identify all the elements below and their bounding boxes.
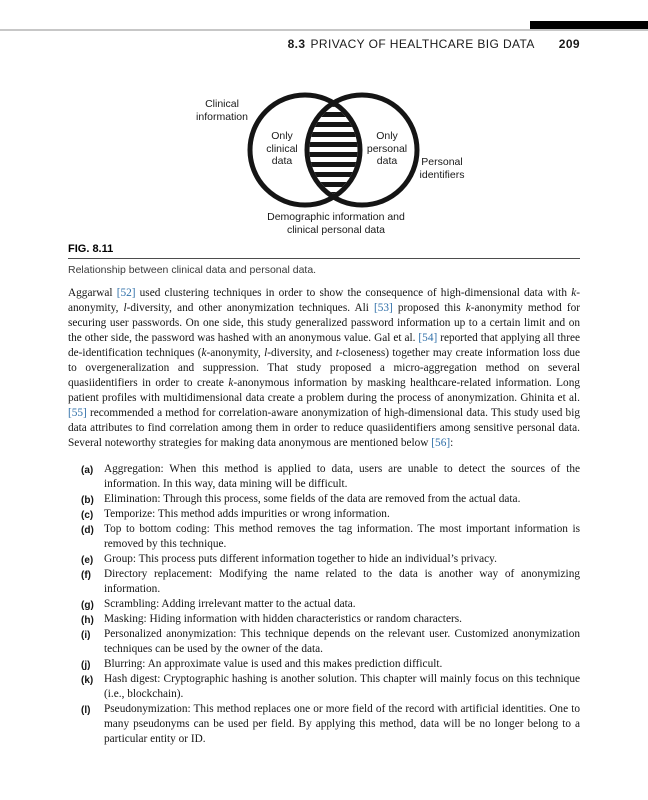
figure-caption: Relationship between clinical data and personal data. — [68, 264, 317, 276]
list-item — [68, 507, 580, 522]
figure-caption-rule — [68, 258, 580, 259]
list-item-text: Hash digest: Cryptographic hashing is another solution. This chapter will mainly focus on this technique (i.e., blockchain). — [104, 673, 580, 700]
list-item — [68, 597, 580, 612]
list-item-marker: (h) — [81, 615, 94, 626]
header-black-bar — [530, 21, 648, 29]
text-run: Aggarwal — [68, 287, 117, 299]
italic-term: k — [465, 302, 471, 314]
list-item — [68, 702, 580, 747]
figure-number: FIG. 8.11 — [68, 243, 114, 255]
venn-region-only-personal-data: Only personal data — [366, 130, 408, 167]
list-item-text: Elimination: Through this process, some fields of the data are removed from the actual data. — [104, 493, 521, 505]
header-gray-rule — [0, 29, 648, 31]
text-run: proposed this — [392, 302, 466, 314]
text-run: -diversity, and other anonymization techniques. Ali — [126, 302, 374, 314]
list-item-text: Group: This process puts different information together to hide an individual’s privacy. — [104, 553, 497, 565]
list-item — [68, 672, 580, 702]
section-number: 8.3 — [287, 37, 306, 51]
figure-venn-diagram — [68, 90, 580, 242]
body-text — [68, 286, 580, 747]
list-item — [68, 657, 580, 672]
anonymization-strategies-list — [68, 462, 580, 747]
list-item — [68, 612, 580, 627]
list-item-marker: (l) — [81, 705, 91, 716]
paragraph — [68, 286, 580, 451]
citation-link[interactable]: [56] — [431, 437, 451, 449]
text-run: used clustering techniques in order to show the consequence of high-dimensional data with — [135, 287, 572, 299]
text-run: -diversity, and — [267, 347, 336, 359]
venn-region-only-clinical-data: Only clinical data — [266, 130, 298, 167]
italic-term: k — [201, 347, 207, 359]
list-item — [68, 492, 580, 507]
text-run: recommended a method for correlation-aware anonymization of high-dimensional data. This study used big data attributes to find correlation among them in order to reduce quasiidentifiers among sensitive personal data. Several noteworthy strategies for making data anonymous are mentioned below — [68, 407, 580, 449]
list-item-marker: (j) — [81, 660, 91, 671]
text-run: -anonymity, — [68, 287, 580, 314]
page-number: 209 — [558, 37, 580, 51]
list-item-text: Directory replacement: Modifying the name related to the data is another way of anonymizing information. — [104, 568, 580, 595]
citation-link[interactable]: [53] — [373, 302, 393, 314]
list-item-text: Masking: Hiding information with hidden characteristics or random characters. — [104, 613, 462, 625]
italic-term: l — [123, 302, 127, 314]
list-item — [68, 627, 580, 657]
citation-link[interactable]: [54] — [418, 332, 438, 344]
venn-intersection-caption: Demographic information and clinical personal data — [267, 211, 405, 236]
chapter-title: PRIVACY OF HEALTHCARE BIG DATA — [310, 37, 535, 51]
italic-term: k — [571, 287, 577, 299]
venn-label-clinical-information: Clinical information — [196, 98, 248, 123]
list-item-marker: (c) — [81, 510, 94, 521]
running-header — [288, 37, 580, 51]
list-item-text: Personalized anonymization: This technique depends on the relevant user. Customized anonymization techniques can be used by the owner of the data. — [104, 628, 580, 655]
list-item-marker: (k) — [81, 675, 94, 686]
text-run: reported that applying all three de-identification techniques ( — [68, 332, 580, 359]
venn-label-personal-identifiers: Personal identifiers — [419, 156, 465, 181]
text-run: -closeness) together may create information loss due to overgeneralization and suppression. That study proposed a micro-aggregation method on several quasiidentifiers in order to create — [68, 347, 580, 389]
italic-term: k — [228, 377, 234, 389]
list-item-marker: (a) — [81, 465, 94, 476]
list-item-marker: (f) — [81, 570, 91, 581]
list-item — [68, 567, 580, 597]
list-item-text: Aggregation: When this method is applied to data, users are unable to detect the sources of the information. In this way, data mining will be difficult. — [104, 463, 580, 490]
list-item-text: Temporize: This method adds impurities or wrong information. — [104, 508, 390, 520]
list-item — [68, 522, 580, 552]
list-item-marker: (b) — [81, 495, 94, 506]
list-item-text: Top to bottom coding: This method removes the tag information. The most important information is removed by this technique. — [104, 523, 580, 550]
figure-caption-block — [68, 243, 580, 276]
list-item-marker: (d) — [81, 525, 94, 536]
italic-term: t — [335, 347, 339, 359]
list-item-marker: (e) — [81, 555, 94, 566]
list-item-marker: (i) — [81, 630, 91, 641]
text-run: : — [450, 437, 454, 449]
citation-link[interactable]: [55] — [68, 407, 87, 419]
list-item-text: Pseudonymization: This method replaces one or more field of the record with artificial identities. One to many pseudonyms can be used per field. By applying this method, data will be no longer belong to a particular entity or ID. — [104, 703, 580, 745]
italic-term: l — [264, 347, 268, 359]
list-item-marker: (g) — [81, 600, 94, 611]
list-item-text: Scrambling: Adding irrelevant matter to the actual data. — [104, 598, 356, 610]
list-item — [68, 462, 580, 492]
list-item — [68, 552, 580, 567]
list-item-text: Blurring: An approximate value is used and this makes prediction difficult. — [104, 658, 443, 670]
citation-link[interactable]: [52] — [116, 287, 136, 299]
text-run: -anonymity method for securing user passwords. On one side, this study generalized password information up to a certain limit and on the other side, the password was hashed with an anonymous value. Gal et al. — [68, 302, 580, 344]
text-run: -anonymous information by masking healthcare-related information. Long patient profiles with multidimensional data create a problem during the process of anonymization. Ghinita et al. — [68, 377, 580, 404]
text-run: -anonymity, — [206, 347, 265, 359]
